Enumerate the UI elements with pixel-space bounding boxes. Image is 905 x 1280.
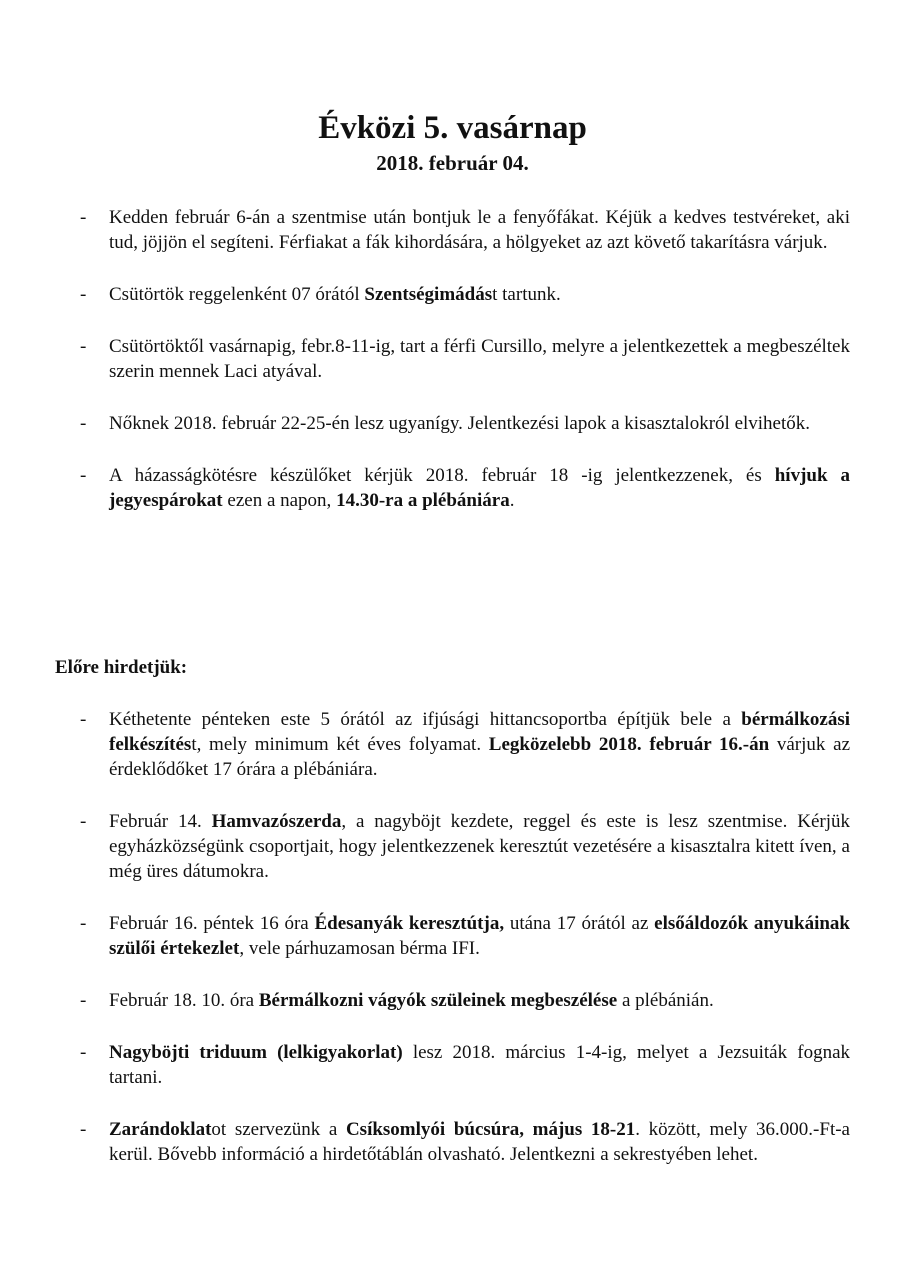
page-title: Évközi 5. vasárnap [318,110,587,146]
section-heading: Előre hirdetjük: [55,657,188,678]
emphasis-text: 14.30-ra a plébániára [336,490,510,511]
bullet-dash: - [80,284,87,305]
bullet-dash: - [80,913,87,934]
list-item [0,205,905,255]
item-text: ot szervezünk a [211,1119,346,1140]
bullet-dash: - [80,811,87,832]
page-date: 2018. február 04. [376,151,529,175]
list-item [0,334,905,384]
item-text: t, mely minimum két éves folyamat. [191,734,489,755]
list-item [0,1040,905,1090]
item-text: A házasságkötésre készülőket kérjük 2018. február 18 -ig jelentkezzenek, és [109,465,775,486]
item-text: , a nagyböjt kezdete, reggel és este is lesz szentmise. Kérjük egyházközségünk csoportjait, hogy jelentkezzenek keresztút vezetésére a kisasztalra kitett íven, a még üres dátumokra. [109,811,850,882]
emphasis-text: bérmálkozási felkészítés [109,709,850,755]
item-text: Február 16. péntek 16 óra [109,913,315,934]
emphasis-text: Csíksomlyói búcsúra, május 18-21 [345,1119,636,1140]
list-item [0,707,905,782]
emphasis-text: Nagyböjti triduum (lelkigyakorlat) [109,1042,403,1063]
item-text: Kéthetente pénteken este 5 órától az ifjúsági hittancsoportba építjük bele a [109,709,742,730]
list-item [0,1117,905,1167]
item-text: várjuk az érdeklődőket 17 órára a plébániára. [109,734,850,780]
emphasis-text: Bérmálkozni vágyók szüleinek megbeszélése [258,990,618,1011]
item-text: . között, mely 36.000.-Ft-a kerül. Bővebb információ a hirdetőtáblán olvasható. Jelentkezni a sekrestyében lehet. [109,1119,850,1165]
emphasis-text: Hamvazószerda [211,811,342,832]
advance-announcement-list [0,707,905,1194]
bullet-dash: - [80,1042,87,1063]
item-text: t tartunk. [492,284,561,305]
list-item [0,809,905,884]
bullet-dash: - [80,1119,87,1140]
emphasis-text: Zarándoklat [109,1119,212,1140]
announcement-list [0,205,905,540]
item-text: ezen a napon, [222,490,337,511]
item-text: Csütörtöktől vasárnapig, febr.8-11-ig, tart a férfi Cursillo, melyre a jelentkezettek a megbeszéltek szerin mennek Laci atyával. [109,336,850,382]
item-text: lesz 2018. március 1-4-ig, melyet a Jezsuiták fognak tartani. [109,1042,850,1088]
item-text: utána 17 órától az [504,913,655,934]
emphasis-text: elsőáldozók anyukáinak szülői értekezlet [109,913,850,959]
emphasis-text: hívjuk a jegyespárokat [109,465,850,511]
emphasis-text: Legközelebb 2018. február 16.-án [488,734,770,755]
bullet-dash: - [80,207,87,228]
list-item [0,988,905,1013]
item-text: Csütörtök reggelenként 07 órától [109,284,365,305]
item-text: a plébánián. [617,990,714,1011]
bullet-dash: - [80,990,87,1011]
item-text: , vele párhuzamosan bérma IFI. [239,938,480,959]
item-text: Nőknek 2018. február 22-25-én lesz ugyanígy. Jelentkezési lapok a kisasztalokról elvihetők. [109,413,811,434]
list-item [0,911,905,961]
list-item [0,463,905,513]
item-text: Kedden február 6-án a szentmise után bontjuk le a fenyőfákat. Kéjük a kedves testvéreket, aki tud, jöjjön el segíteni. Férfiakat a fák kihordására, a hölgyeket az azt követő takarításra várjuk. [109,207,850,253]
list-item [0,282,905,307]
bullet-dash: - [80,413,87,434]
emphasis-text: Szentségimádás [364,284,493,305]
item-text: . [509,490,515,511]
item-text: Február 14. [109,811,212,832]
bullet-dash: - [80,336,87,357]
bullet-dash: - [80,709,87,730]
bullet-dash: - [80,465,87,486]
emphasis-text: Édesanyák keresztútja, [314,913,505,934]
list-item [0,411,905,436]
item-text: Február 18. 10. óra [109,990,259,1011]
